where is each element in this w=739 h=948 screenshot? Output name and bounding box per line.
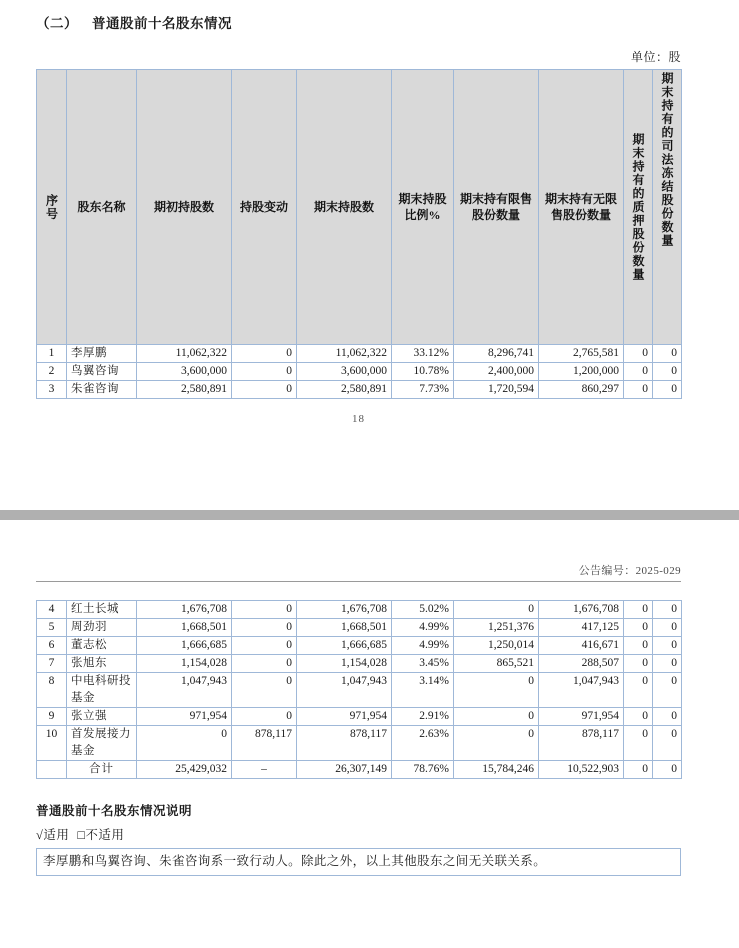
cell-frozen: 0: [653, 726, 682, 761]
cell-share-change: 0: [232, 637, 297, 655]
cell-frozen: 0: [653, 637, 682, 655]
cell-index: 4: [37, 601, 67, 619]
cell-end-pct: 4.99%: [392, 637, 454, 655]
notice-number: 公告编号：2025-029: [578, 565, 681, 577]
cell-restricted: 1,720,594: [454, 381, 539, 399]
checkbox-not-applicable[interactable]: □不适用: [77, 828, 125, 842]
table-header-row: [37, 70, 682, 345]
table-row: [37, 673, 682, 708]
cell-begin-shares: 3,600,000: [137, 363, 232, 381]
col-header-share-change: [232, 70, 297, 345]
cell-end-pct: 2.63%: [392, 726, 454, 761]
cell-total-share-change: –: [232, 761, 297, 779]
table-row: [37, 655, 682, 673]
cell-pledged: 0: [624, 637, 653, 655]
cell-total-unrestricted: 10,522,903: [539, 761, 624, 779]
section-heading-text: 普通股前十名股东情况: [92, 16, 232, 31]
table-total-row: [37, 761, 682, 779]
cell-shareholder-name: 董志松: [67, 637, 137, 655]
cell-pledged: 0: [624, 345, 653, 363]
col-header-begin-shares-label: 期初持股数: [153, 199, 214, 214]
cell-index: 9: [37, 708, 67, 726]
cell-index: 3: [37, 381, 67, 399]
cell-unrestricted: 1,200,000: [539, 363, 624, 381]
table-row: [37, 637, 682, 655]
cell-frozen: 0: [653, 673, 682, 708]
cell-unrestricted: 288,507: [539, 655, 624, 673]
cell-unrestricted: 416,671: [539, 637, 624, 655]
cell-pledged: 0: [624, 601, 653, 619]
col-header-begin-shares: [137, 70, 232, 345]
cell-end-pct: 2.91%: [392, 708, 454, 726]
cell-begin-shares: 1,047,943: [137, 673, 232, 708]
cell-share-change: 0: [232, 601, 297, 619]
cell-restricted: 0: [454, 708, 539, 726]
table-row: [37, 601, 682, 619]
section-heading-number: （二）: [36, 16, 78, 31]
col-header-index: [37, 70, 67, 345]
col-header-unrestricted: [539, 70, 624, 345]
cell-frozen: 0: [653, 708, 682, 726]
document-page-two: [0, 520, 739, 948]
cell-end-shares: 878,117: [297, 726, 392, 761]
cell-begin-shares: 2,580,891: [137, 381, 232, 399]
cell-end-shares: 971,954: [297, 708, 392, 726]
cell-shareholder-name: 张旭东: [67, 655, 137, 673]
cell-restricted: 0: [454, 601, 539, 619]
cell-end-pct: 3.14%: [392, 673, 454, 708]
cell-end-pct: 4.99%: [392, 619, 454, 637]
cell-share-change: 0: [232, 619, 297, 637]
cell-share-change: 0: [232, 381, 297, 399]
cell-begin-shares: 11,062,322: [137, 345, 232, 363]
cell-restricted: 0: [454, 726, 539, 761]
col-header-end-pct-label: 期末持股比例%: [398, 191, 447, 222]
cell-end-pct: 7.73%: [392, 381, 454, 399]
cell-frozen: 0: [653, 381, 682, 399]
cell-share-change: 0: [232, 363, 297, 381]
cell-end-pct: 3.45%: [392, 655, 454, 673]
cell-pledged: 0: [624, 708, 653, 726]
cell-begin-shares: 971,954: [137, 708, 232, 726]
col-header-pledged: [624, 70, 653, 345]
cell-unrestricted: 860,297: [539, 381, 624, 399]
col-header-pledged-label: 期末持有的质押股份数量: [631, 132, 645, 282]
cell-end-pct: 33.12%: [392, 345, 454, 363]
cell-pledged: 0: [624, 619, 653, 637]
cell-pledged: 0: [624, 673, 653, 708]
page-number: 18: [352, 413, 365, 425]
cell-begin-shares: 1,666,685: [137, 637, 232, 655]
col-header-shareholder-name: [67, 70, 137, 345]
cell-share-change: 0: [232, 655, 297, 673]
checkbox-applicable[interactable]: √适用: [36, 828, 70, 842]
cell-total-frozen: 0: [653, 761, 682, 779]
cell-index: 5: [37, 619, 67, 637]
cell-restricted: 0: [454, 673, 539, 708]
cell-index: 6: [37, 637, 67, 655]
cell-total-begin-shares: 25,429,032: [137, 761, 232, 779]
cell-end-shares: 1,666,685: [297, 637, 392, 655]
page-separator-band: [0, 510, 739, 520]
cell-unrestricted: 1,676,708: [539, 601, 624, 619]
cell-index: 1: [37, 345, 67, 363]
cell-pledged: 0: [624, 363, 653, 381]
cell-shareholder-name: 首发展接力基金: [67, 726, 137, 761]
cell-end-shares: 1,154,028: [297, 655, 392, 673]
cell-begin-shares: 0: [137, 726, 232, 761]
cell-frozen: 0: [653, 601, 682, 619]
cell-begin-shares: 1,676,708: [137, 601, 232, 619]
col-header-unrestricted-label: 期末持有无限售股份数量: [544, 191, 617, 222]
table-body-page-one: [37, 345, 682, 399]
notes-title: 普通股前十名股东情况说明: [36, 804, 193, 818]
cell-shareholder-name: 朱雀咨询: [67, 381, 137, 399]
col-header-frozen-label: 期末持有的司法冻结股份数量: [660, 72, 674, 248]
table-row: [37, 381, 682, 399]
cell-pledged: 0: [624, 655, 653, 673]
col-header-restricted-label: 期末持有限售股份数量: [459, 191, 532, 222]
cell-share-change: 0: [232, 345, 297, 363]
col-header-share-change-label: 持股变动: [239, 199, 288, 214]
cell-index: 10: [37, 726, 67, 761]
cell-index: 8: [37, 673, 67, 708]
cell-end-shares: 11,062,322: [297, 345, 392, 363]
table-row: [37, 726, 682, 761]
table-row: [37, 345, 682, 363]
cell-end-shares: 3,600,000: [297, 363, 392, 381]
cell-frozen: 0: [653, 363, 682, 381]
cell-shareholder-name: 张立强: [67, 708, 137, 726]
cell-unrestricted: 417,125: [539, 619, 624, 637]
cell-begin-shares: 1,154,028: [137, 655, 232, 673]
section-heading: [36, 0, 681, 32]
cell-shareholder-name: 中电科研投基金: [67, 673, 137, 708]
cell-shareholder-name: 周劲羽: [67, 619, 137, 637]
cell-restricted: 1,250,014: [454, 637, 539, 655]
cell-total-end-pct: 78.76%: [392, 761, 454, 779]
cell-begin-shares: 1,668,501: [137, 619, 232, 637]
col-header-shareholder-name-label: 股东名称: [77, 199, 126, 214]
cell-end-shares: 1,668,501: [297, 619, 392, 637]
cell-share-change: 0: [232, 708, 297, 726]
col-header-end-shares: [297, 70, 392, 345]
cell-shareholder-name: 红土长城: [67, 601, 137, 619]
notes-applicability: [36, 825, 681, 843]
cell-total-pledged: 0: [624, 761, 653, 779]
table-row: [37, 708, 682, 726]
cell-index: 7: [37, 655, 67, 673]
table-row: [37, 619, 682, 637]
cell-frozen: 0: [653, 619, 682, 637]
cell-end-pct: 5.02%: [392, 601, 454, 619]
shareholders-table-page-two: [36, 600, 682, 779]
cell-shareholder-name: 鸟翼咨询: [67, 363, 137, 381]
table-body-page-two: [37, 601, 682, 779]
cell-total-label: 合计: [67, 761, 137, 779]
notes-body: 李厚鹏和鸟翼咨询、朱雀咨询系一致行动人。除此之外，以上其他股东之间无关联关系。: [36, 848, 681, 876]
cell-end-pct: 10.78%: [392, 363, 454, 381]
cell-unrestricted: 971,954: [539, 708, 624, 726]
cell-unrestricted: 2,765,581: [539, 345, 624, 363]
cell-unrestricted: 878,117: [539, 726, 624, 761]
cell-frozen: 0: [653, 345, 682, 363]
cell-end-shares: 2,580,891: [297, 381, 392, 399]
cell-index: 2: [37, 363, 67, 381]
cell-share-change: 878,117: [232, 726, 297, 761]
cell-pledged: 0: [624, 726, 653, 761]
cell-restricted: 1,251,376: [454, 619, 539, 637]
header-rule: [36, 581, 681, 582]
col-header-restricted: [454, 70, 539, 345]
cell-restricted: 2,400,000: [454, 363, 539, 381]
cell-share-change: 0: [232, 673, 297, 708]
cell-total-restricted: 15,784,246: [454, 761, 539, 779]
table-row: [37, 363, 682, 381]
col-header-index-label: 序号: [44, 193, 59, 221]
cell-index: [37, 761, 67, 779]
col-header-end-shares-label: 期末持股数: [313, 199, 374, 214]
cell-shareholder-name: 李厚鹏: [67, 345, 137, 363]
cell-unrestricted: 1,047,943: [539, 673, 624, 708]
col-header-frozen: [653, 70, 682, 345]
cell-end-shares: 1,047,943: [297, 673, 392, 708]
page-one-content: [36, 0, 681, 425]
cell-frozen: 0: [653, 655, 682, 673]
page-two-content: [36, 520, 681, 876]
unit-label: 单位：股: [630, 50, 681, 64]
cell-total-end-shares: 26,307,149: [297, 761, 392, 779]
cell-restricted: 865,521: [454, 655, 539, 673]
col-header-end-pct: [392, 70, 454, 345]
cell-pledged: 0: [624, 381, 653, 399]
cell-end-shares: 1,676,708: [297, 601, 392, 619]
cell-restricted: 8,296,741: [454, 345, 539, 363]
shareholders-table-page-one: [36, 69, 682, 399]
